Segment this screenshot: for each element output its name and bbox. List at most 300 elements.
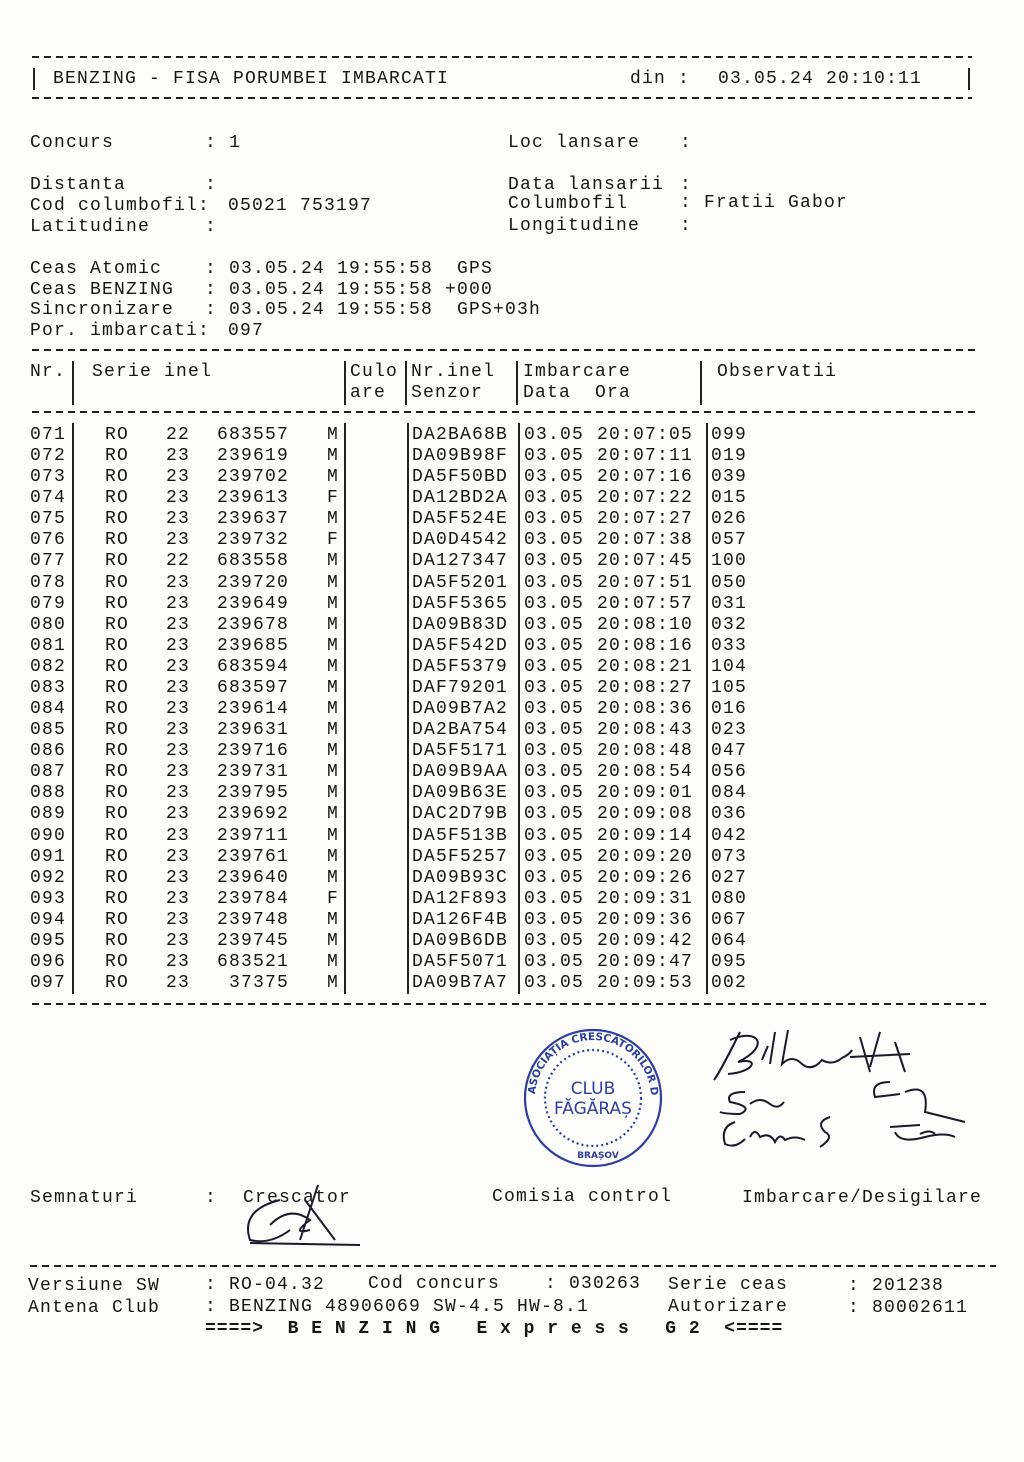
cell-sensor-id: DA09B7A2 [412,699,509,720]
divider [407,845,409,868]
cell-date: 03.05 [524,741,585,762]
col-ora: Ora [595,383,632,403]
cell-year: 23 [166,825,191,846]
divider [72,361,74,405]
divider [706,528,708,551]
divider [518,802,520,825]
table-row [0,825,1024,847]
cell-country: RO [105,593,130,614]
cell-sex: M [327,446,340,467]
cell-sex: M [327,825,340,846]
divider [407,971,409,994]
divider [968,68,970,90]
table-row [0,761,1024,783]
cell-year: 23 [166,614,191,635]
divider [344,950,346,973]
antena-label: Antena Club [28,1298,161,1318]
cell-sex: F [327,488,340,509]
cell-nr: 071 [30,425,67,445]
divider [407,465,409,488]
divider [344,634,346,657]
divider [344,423,346,446]
cell-time: 20:09:36 [597,909,694,930]
divider [407,802,409,825]
cell-sex: M [327,783,340,804]
divider [72,507,74,530]
cell-nr: 078 [30,572,67,593]
divider [518,866,520,889]
sincronizare-value: : 03.05.24 19:55:58 GPS+03h [205,300,542,320]
divider [72,950,74,973]
divider [72,760,74,783]
imbarcare-desigilare-label: Imbarcare/Desigilare [742,1188,983,1208]
divider [518,465,520,488]
divider [344,507,346,530]
cod-columbofil-label: Cod columbofil: [30,196,211,216]
cell-date: 03.05 [524,846,585,867]
loc-lansare-label: Loc lansare [508,133,641,153]
cell-sensor-id: DA12F893 [412,888,509,909]
cell-sensor-id: DA5F513B [412,825,509,846]
cell-sex: M [327,952,340,972]
cell-nr: 095 [30,930,67,951]
divider [32,349,978,351]
cell-sex: M [327,656,340,677]
cell-nr: 079 [30,593,67,614]
divider [344,866,346,889]
table-row [0,656,1024,678]
cell-ring-number: 37375 [217,973,290,994]
cell-date: 03.05 [524,551,585,572]
cell-observatii: 036 [711,804,748,825]
divider [344,444,346,467]
cell-nr: 085 [30,720,67,741]
cell-year: 22 [166,425,191,445]
cell-sensor-id: DA09B7A7 [412,973,509,994]
cell-country: RO [105,677,130,698]
cell-sensor-id: DA5F524E [412,509,509,530]
divider [706,592,708,615]
distanta-label: Distanta [30,175,127,195]
divider [518,718,520,741]
divider [72,845,74,868]
stamp-ring-text: ASOCIAȚIA CRESCĂTORILOR DE PORUMBEI [512,1019,661,1097]
cell-time: 20:07:38 [597,530,694,551]
divider [72,971,74,994]
cell-ring-number: 239711 [217,825,290,846]
divider [518,929,520,952]
divider [407,655,409,678]
cell-time: 20:08:43 [597,720,694,741]
data-lansarii-label: Data lansarii [508,175,665,195]
cod-concurs-value: : 030263 [545,1274,642,1294]
cell-sensor-id: DA5F5365 [412,593,509,614]
cell-observatii: 064 [711,930,748,951]
col-observatii: Observatii [717,362,838,382]
cell-date: 03.05 [524,572,585,593]
table-row [0,614,1024,636]
cell-ring-number: 239761 [217,846,290,867]
divider [344,887,346,910]
autorizare-label: Autorizare [668,1297,789,1317]
divider [407,528,409,551]
divider [72,739,74,762]
ceas-atomic-label: Ceas Atomic [30,259,163,279]
cell-nr: 097 [30,973,67,994]
divider [706,908,708,931]
divider [706,571,708,594]
divider [706,507,708,530]
cell-country: RO [105,804,130,825]
cell-ring-number: 239619 [217,446,290,467]
cell-year: 23 [166,509,191,530]
divider [72,655,74,678]
cell-observatii: 056 [711,762,748,783]
divider [706,423,708,446]
divider [344,549,346,572]
cell-time: 20:08:16 [597,635,694,656]
versiune-value: : RO-04.32 [205,1275,326,1295]
cell-date: 03.05 [524,509,585,530]
col-data: Data [523,383,572,403]
versiune-label: Versiune SW [28,1276,161,1296]
cell-time: 20:07:11 [597,446,694,467]
divider [407,549,409,572]
table-row [0,572,1024,594]
cell-observatii: 057 [711,530,748,551]
cell-time: 20:07:16 [597,467,694,488]
cell-sex: M [327,720,340,741]
cell-observatii: 023 [711,720,748,741]
cell-observatii: 002 [711,973,748,994]
cell-ring-number: 239613 [217,488,290,509]
cell-year: 23 [166,783,191,804]
cell-date: 03.05 [524,593,585,614]
divider [407,486,409,509]
columbofil-value: : Fratii Gabor [680,193,849,213]
divider [407,718,409,741]
cell-time: 20:07:45 [597,551,694,572]
cell-nr: 093 [30,888,67,909]
cell-date: 03.05 [524,973,585,994]
cell-country: RO [105,930,130,951]
divider [407,824,409,847]
cell-sensor-id: DA09B83D [412,614,509,635]
divider [344,971,346,994]
cell-sex: M [327,677,340,698]
cell-time: 20:09:31 [597,888,694,909]
cell-observatii: 105 [711,677,748,698]
divider [407,676,409,699]
divider [518,444,520,467]
cell-nr: 074 [30,488,67,509]
cell-sensor-id: DA5F5171 [412,741,509,762]
distanta-value: : [205,175,218,195]
cell-country: RO [105,530,130,551]
divider [344,361,346,405]
cell-country: RO [105,973,130,994]
cell-country: RO [105,909,130,930]
cell-country: RO [105,614,130,635]
cell-ring-number: 683557 [217,425,290,445]
cell-year: 23 [166,846,191,867]
divider [407,507,409,530]
divider [30,1265,996,1267]
divider [72,423,74,446]
print-datetime: 03.05.24 20:10:11 [718,69,923,89]
cell-time: 20:09:14 [597,825,694,846]
cell-year: 23 [166,952,191,972]
cell-date: 03.05 [524,488,585,509]
divider [706,676,708,699]
divider [32,97,972,99]
cell-observatii: 047 [711,741,748,762]
divider [706,824,708,847]
cell-observatii: 067 [711,909,748,930]
divider [518,697,520,720]
divider [344,718,346,741]
divider [706,718,708,741]
cell-year: 23 [166,909,191,930]
cell-year: 23 [166,741,191,762]
cell-date: 03.05 [524,720,585,741]
cell-date: 03.05 [524,656,585,677]
cell-ring-number: 239678 [217,614,290,635]
col-nr: Nr. [30,362,67,382]
stamp-city: BRAȘOV [577,1151,619,1161]
comisia-label: Comisia control [492,1187,673,1207]
cell-sex: M [327,635,340,656]
divider [518,887,520,910]
cell-nr: 082 [30,656,67,677]
cell-year: 23 [166,699,191,720]
divider [518,634,520,657]
cell-date: 03.05 [524,825,585,846]
cell-ring-number: 239720 [217,572,290,593]
cell-country: RO [105,551,130,572]
divider [706,444,708,467]
cell-time: 20:08:27 [597,677,694,698]
cell-date: 03.05 [524,677,585,698]
cell-sensor-id: DA09B63E [412,783,509,804]
divider [344,528,346,551]
table-row [0,846,1024,868]
serie-ceas-label: Serie ceas [668,1275,789,1295]
cell-time: 20:07:22 [597,488,694,509]
divider [518,676,520,699]
cell-sex: M [327,846,340,867]
divider [407,697,409,720]
divider [344,655,346,678]
cell-ring-number: 683558 [217,551,290,572]
cell-country: RO [105,635,130,656]
cell-sex: M [327,509,340,530]
concurs-value: : 1 [205,133,242,153]
cell-ring-number: 683597 [217,677,290,698]
divider [706,697,708,720]
cell-nr: 080 [30,614,67,635]
cell-ring-number: 239631 [217,720,290,741]
divider [706,887,708,910]
antena-value: : BENZING 48906069 SW-4.5 HW-8.1 [205,1297,590,1317]
cell-nr: 096 [30,952,67,972]
col-serie-inel: Serie inel [92,362,213,382]
cell-year: 23 [166,888,191,909]
cell-nr: 073 [30,467,67,488]
cell-date: 03.05 [524,699,585,720]
cell-date: 03.05 [524,446,585,467]
cell-sex: M [327,425,340,445]
divider [72,676,74,699]
cell-sensor-id: DAC2D79B [412,804,509,825]
divider [706,549,708,572]
cell-country: RO [105,825,130,846]
cell-sex: M [327,973,340,994]
divider [518,950,520,973]
cell-observatii: 033 [711,635,748,656]
cell-ring-number: 239784 [217,888,290,909]
stamp-fagaras: FĂGĂRAȘ [554,1099,632,1119]
table-row [0,782,1024,804]
cell-time: 20:07:05 [597,425,694,445]
divider [518,423,520,446]
cell-country: RO [105,952,130,972]
divider [706,760,708,783]
cell-time: 20:08:36 [597,699,694,720]
divider [344,613,346,636]
divider [706,465,708,488]
divider [32,411,978,413]
divider [518,571,520,594]
longitudine-label: Longitudine [508,216,641,236]
divider [33,68,35,90]
cell-ring-number: 239795 [217,783,290,804]
cell-year: 23 [166,530,191,551]
divider [407,950,409,973]
cell-observatii: 095 [711,952,748,972]
cell-year: 23 [166,720,191,741]
divider [407,423,409,446]
cell-sex: F [327,888,340,909]
divider [344,571,346,594]
divider [407,866,409,889]
divider [518,739,520,762]
divider [32,1003,986,1005]
divider [72,528,74,551]
cell-year: 23 [166,804,191,825]
divider [344,929,346,952]
cell-nr: 091 [30,846,67,867]
cell-observatii: 016 [711,699,748,720]
cell-ring-number: 239637 [217,509,290,530]
divider [518,845,520,868]
cell-time: 20:07:57 [597,593,694,614]
divider [72,697,74,720]
stamp-club: CLUB [570,1079,616,1099]
table-row [0,930,1024,952]
cell-year: 23 [166,930,191,951]
divider [518,824,520,847]
cell-nr: 088 [30,783,67,804]
col-culoare-2: are [350,383,387,403]
cell-time: 20:08:48 [597,741,694,762]
col-senzor: Senzor [411,383,484,403]
divider [72,824,74,847]
cell-time: 20:09:47 [597,952,694,972]
cell-date: 03.05 [524,930,585,951]
divider [72,718,74,741]
cell-ring-number: 683521 [217,952,290,972]
divider [72,486,74,509]
divider [407,592,409,615]
cell-year: 22 [166,551,191,572]
cell-sensor-id: DA5F5071 [412,952,509,972]
cell-nr: 086 [30,741,67,762]
divider [407,760,409,783]
cell-sensor-id: DA09B93C [412,867,509,888]
table-row [0,445,1024,467]
cell-sensor-id: DA0D4542 [412,530,509,551]
cell-date: 03.05 [524,530,585,551]
table-row [0,888,1024,910]
divider [344,908,346,931]
cell-time: 20:07:27 [597,509,694,530]
cell-observatii: 100 [711,551,748,572]
divider [407,613,409,636]
por-imbarcati-label: Por. imbarcati: [30,321,211,341]
cell-ring-number: 239640 [217,867,290,888]
cell-observatii: 031 [711,593,748,614]
cell-sex: M [327,467,340,488]
divider [407,929,409,952]
table-row [0,593,1024,615]
document-title: BENZING - FISA PORUMBEI IMBARCATI [53,69,450,89]
cell-sensor-id: DA5F50BD [412,467,509,488]
data-lansarii-value: : [680,175,693,195]
divider [344,802,346,825]
table-row [0,635,1024,657]
cell-country: RO [105,762,130,783]
cell-nr: 075 [30,509,67,530]
divider [72,908,74,931]
col-culoare: Culo [350,362,399,382]
cell-date: 03.05 [524,614,585,635]
divider [706,802,708,825]
cell-date: 03.05 [524,888,585,909]
cell-year: 23 [166,867,191,888]
cell-ring-number: 239685 [217,635,290,656]
divider [72,802,74,825]
table-row [0,972,1024,994]
cell-date: 03.05 [524,635,585,656]
cell-observatii: 032 [711,614,748,635]
cell-nr: 084 [30,699,67,720]
cell-ring-number: 239731 [217,762,290,783]
divider [72,549,74,572]
divider [407,908,409,931]
table-row [0,529,1024,551]
cell-sensor-id: DA5F542D [412,635,509,656]
cell-sex: M [327,804,340,825]
divider [72,781,74,804]
cell-sex: M [327,572,340,593]
col-nr-inel: Nr.inel [411,362,496,382]
table-row [0,508,1024,530]
cell-ring-number: 239732 [217,530,290,551]
cod-columbofil-value: 05021 753197 [228,196,373,216]
divider [407,781,409,804]
cell-sensor-id: DA09B9AA [412,762,509,783]
